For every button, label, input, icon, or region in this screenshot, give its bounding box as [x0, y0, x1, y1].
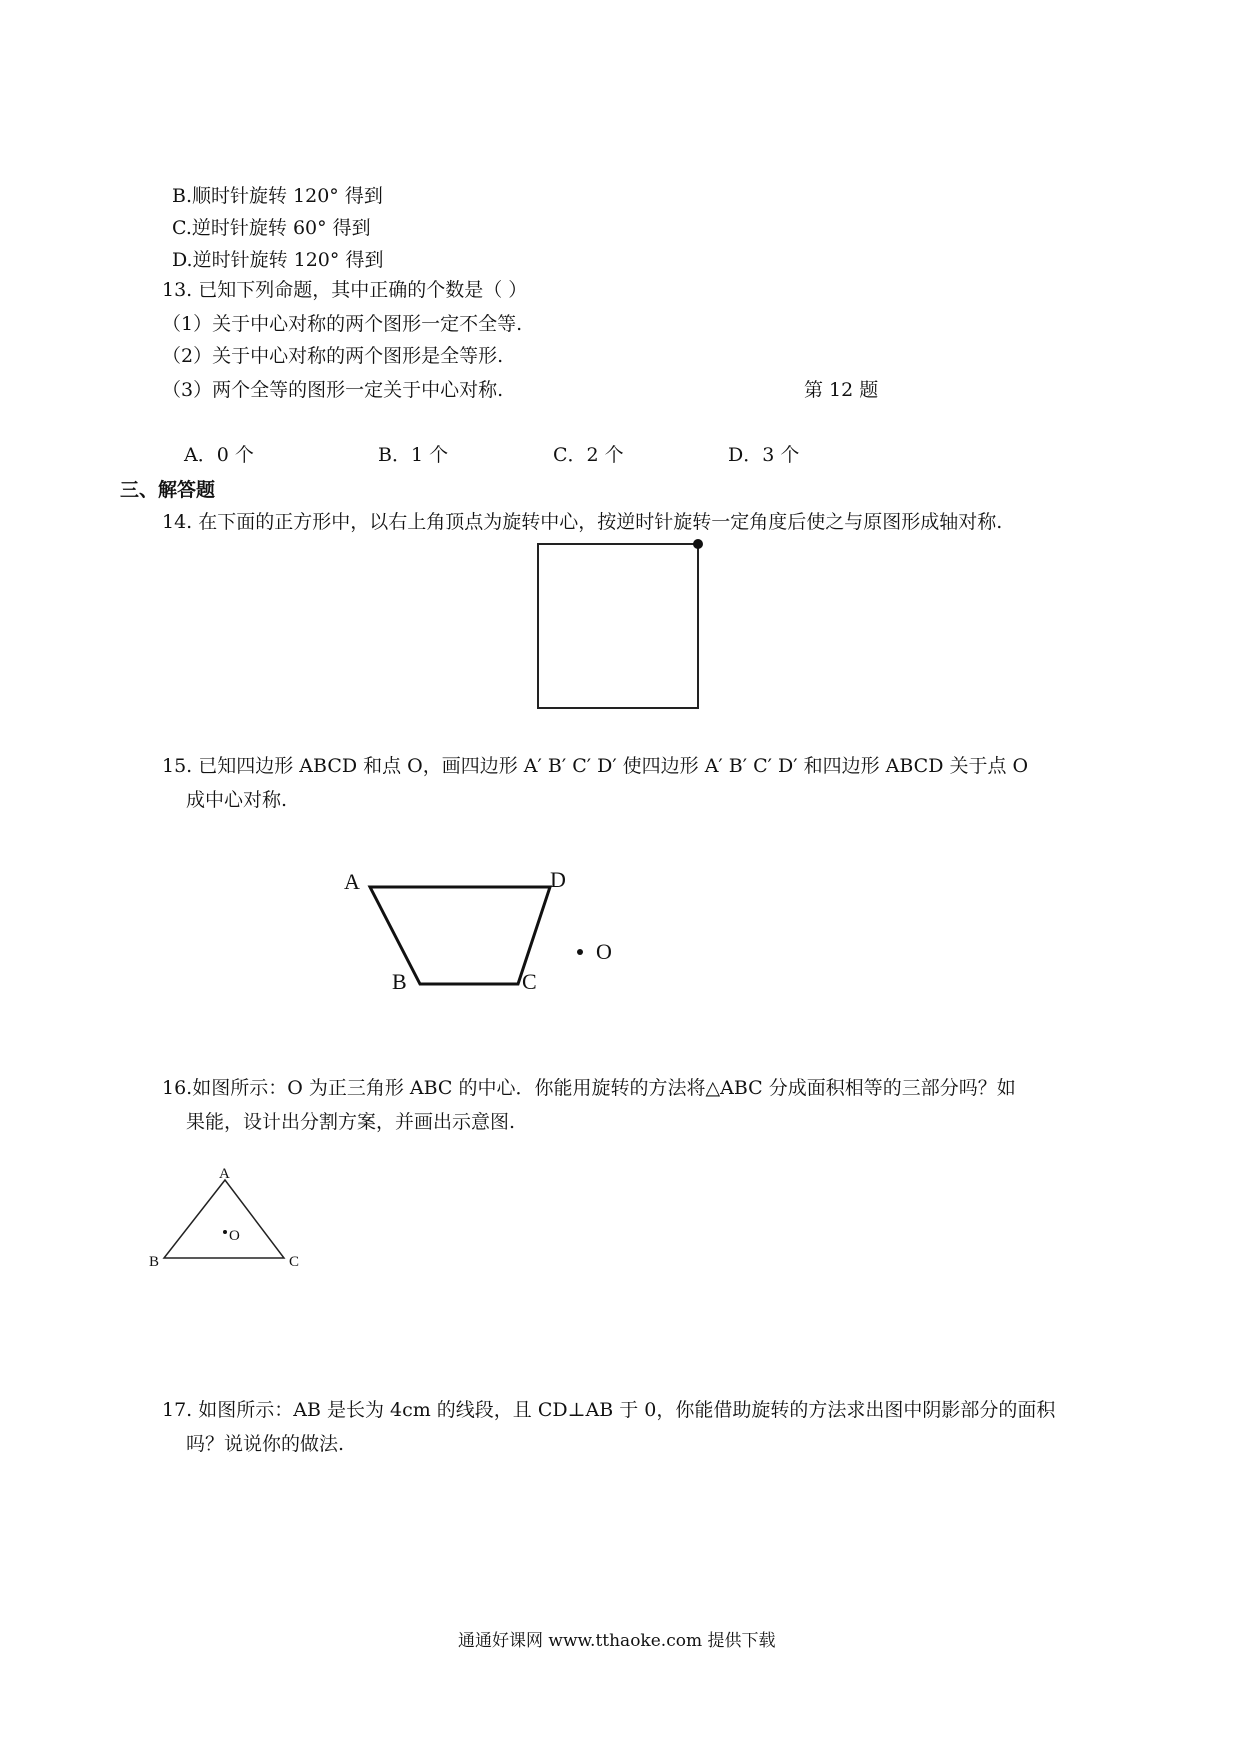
q13-choice-c: C．2 个: [553, 444, 624, 466]
q13-stem: 13. 已知下列命题，其中正确的个数是（ ）: [162, 279, 528, 301]
page-footer: 通通好课网 www.tthaoke.com 提供下载: [458, 1631, 776, 1651]
q13-choice-a: A．0 个: [184, 444, 254, 466]
tri-label-b: B: [149, 1254, 160, 1270]
q12-option-d: D.逆时针旋转 120° 得到: [172, 249, 384, 271]
q12-figure-caption: 第 12 题: [804, 379, 879, 401]
label-o: O: [596, 939, 612, 964]
tri-label-o: O: [229, 1228, 240, 1244]
rotation-center-point: [693, 539, 703, 549]
square-shape: [538, 544, 698, 708]
q13-choice-d: D．3 个: [728, 444, 800, 466]
q13-choice-b: B．1 个: [378, 444, 449, 466]
q12-option-b: B.顺时针旋转 120° 得到: [172, 185, 383, 207]
q14-square-figure: [530, 538, 710, 718]
q13-item-2: （2）关于中心对称的两个图形是全等形.: [162, 345, 504, 367]
q17-line-2: 吗？说说你的做法.: [186, 1433, 345, 1455]
q12-option-c: C.逆时针旋转 60° 得到: [172, 217, 371, 239]
q14-text: 14. 在下面的正方形中，以右上角顶点为旋转中心，按逆时针旋转一定角度后使之与原图形成轴对称.: [162, 511, 1003, 533]
q17-line-1: 17. 如图所示：AB 是长为 4cm 的线段，且 CD⊥AB 于 0，你能借助旋转的方法求出图中阴影部分的面积: [162, 1399, 1056, 1421]
center-point-o: [223, 1230, 227, 1234]
point-o: [577, 949, 583, 955]
triangle-abc: [164, 1180, 284, 1258]
q16-triangle-figure: [150, 1170, 310, 1270]
q15-line-1: 15. 已知四边形 ABCD 和点 O，画四边形 A′ B′ C′ D′ 使四边形 A′ B′ C′ D′ 和四边形 ABCD 关于点 O: [162, 755, 1029, 777]
q15-trapezoid-figure: [330, 860, 630, 1010]
q13-item-1: （1）关于中心对称的两个图形一定不全等.: [162, 313, 523, 335]
tri-label-a: A: [219, 1166, 230, 1182]
label-a: A: [344, 869, 360, 894]
section-title: 三、解答题: [120, 479, 216, 501]
tri-label-c: C: [289, 1254, 300, 1270]
q16-line-2: 果能，设计出分割方案，并画出示意图.: [186, 1111, 516, 1133]
q13-item-3: （3）两个全等的图形一定关于中心对称.: [162, 379, 504, 401]
q15-line-2: 成中心对称.: [186, 789, 288, 811]
label-c: C: [522, 969, 537, 994]
label-d: D: [550, 867, 566, 892]
label-b: B: [392, 969, 407, 994]
q16-line-1: 16.如图所示：O 为正三角形 ABC 的中心．你能用旋转的方法将△ABC 分成面积相等的三部分吗？如: [162, 1077, 1016, 1099]
